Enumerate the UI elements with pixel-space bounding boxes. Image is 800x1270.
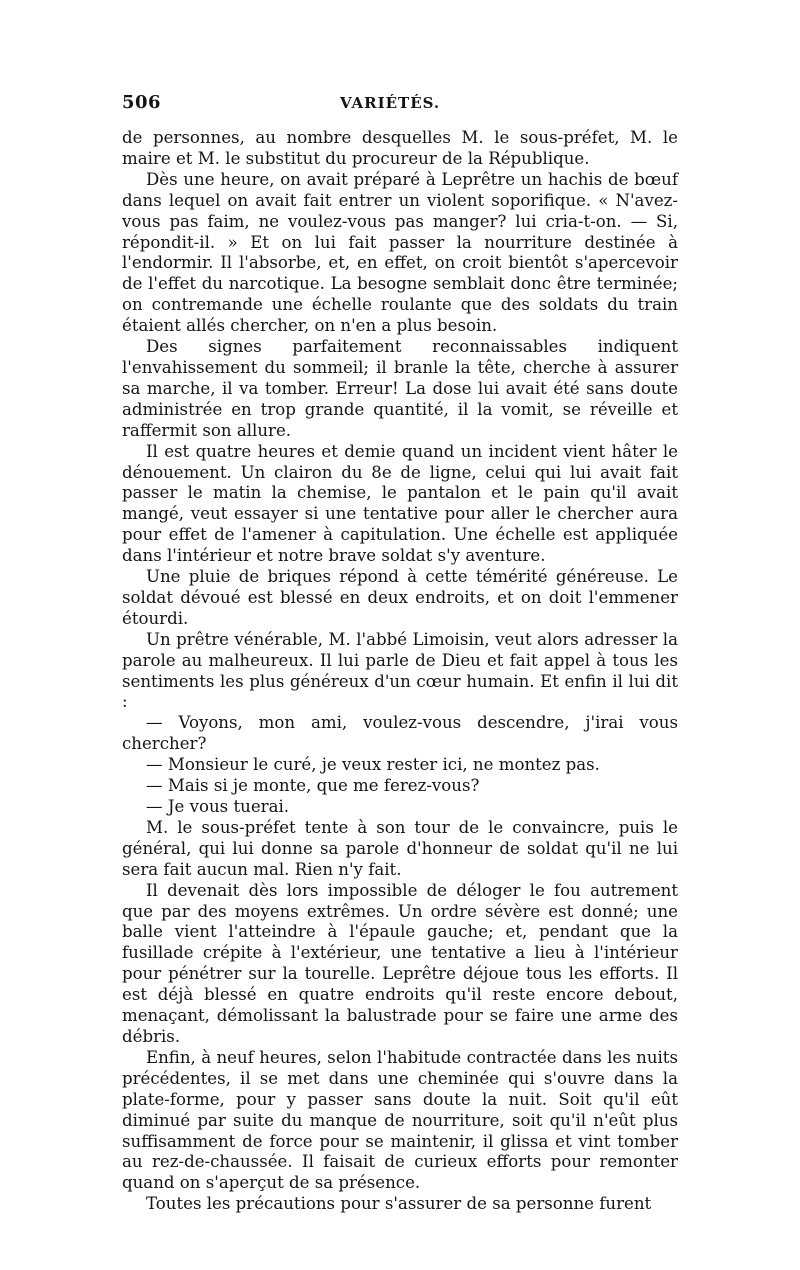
paragraph: Dès une heure, on avait préparé à Leprêtre un hachis de bœuf dans lequel on avait fait entrer un violent soporifique. « N'avez-vous pas faim, ne voulez-vous pas manger? lui cria-t-on. — Si, répondit-il. » Et on lui fait passer la nourriture destinée à l'endormir. Il l'absorbe, et, en effet, on croit bientôt s'apercevoir de l'effet du narcotique. La besogne semblait donc être terminée; on contremande une échelle roulante que des soldats du train étaient allés chercher, on n'en a plus besoin. xyxy=(122,169,678,336)
dialogue-line: — Je vous tuerai. xyxy=(146,797,290,816)
page-number: 506 xyxy=(122,92,162,113)
paragraph: Enfin, à neuf heures, selon l'habitude contractée dans les nuits précédentes, il se met dans une cheminée qui s'ouvre dans la plate-forme, pour y passer sans doute la nuit. Soit qu'il eût diminué par suite du manque de nourriture, soit qu'il n'eût plus suffisamment de force pour se maintenir, il glissa et vint tomber au rez-de-chaussée. Il faisait de curieux efforts pour remonter quand on s'aperçut de sa présence. xyxy=(122,1047,678,1193)
dialogue-line: — Voyons, mon ami, voulez-vous descendre, j'irai vous chercher? xyxy=(122,713,678,754)
paragraph: M. le sous-préfet tente à son tour de le convaincre, puis le général, qui lui donne sa parole d'honneur de soldat qu'il ne lui sera fait aucun mal. Rien n'y fait. xyxy=(122,817,678,879)
paragraph-continued: de personnes, au nombre desquelles M. le sous-préfet, M. le maire et M. le substitut du procureur de la République. xyxy=(122,128,678,168)
paragraph: Il devenait dès lors impossible de déloger le fou autrement que par des moyens extrêmes. Un ordre sévère est donné; une balle vient l'atteindre à l'épaule gauche; et, pendant que la fusillade crépite à l'extérieur, une tentative a lieu à l'intérieur pour pénétrer sur la tourelle. Leprêtre déjoue tous les efforts. Il est déjà blessé en quatre endroits qu'il reste encore debout, menaçant, démolissant la balustrade pour se faire une arme des débris. xyxy=(122,880,678,1046)
page-header xyxy=(122,92,678,116)
dialogue-line: — Monsieur le curé, je veux rester ici, ne montez pas. xyxy=(146,755,600,775)
dialogue-line: — Mais si je monte, que me ferez-vous? xyxy=(146,776,480,796)
running-title: VARIÉTÉS. xyxy=(340,94,441,112)
paragraph: Il est quatre heures et demie quand un incident vient hâter le dénouement. Un clairon du 8e de ligne, celui qui lui avait fait passer le matin la chemise, le pantalon et le pain qu'il avait mangé, veut essayer si une tentative pour aller le chercher aura pour effet de l'amener à capitulation. Une échelle est appliquée dans l'intérieur et notre brave soldat s'y aventure. xyxy=(122,441,678,566)
paragraph: Une pluie de briques répond à cette témérité généreuse. Le soldat dévoué est blessé en deux endroits, et on doit l'emmener étourdi. xyxy=(122,567,678,628)
page-body xyxy=(122,128,678,1215)
paragraph: Toutes les précautions pour s'assurer de sa personne furent xyxy=(146,1194,652,1214)
paragraph: Un prêtre vénérable, M. l'abbé Limoisin, veut alors adresser la parole au malheureux. Il lui parle de Dieu et fait appel à tous les sentiments les plus généreux d'un cœur humain. Et enfin il lui dit : xyxy=(122,629,678,712)
paragraph: Des signes parfaitement reconnaissables indiquent l'envahissement du sommeil; il branle la tête, cherche à assurer sa marche, il va tomber. Erreur! La dose lui avait été sans doute administrée en trop grande quantité, il la vomit, se réveille et raffermit son allure. xyxy=(122,337,678,440)
